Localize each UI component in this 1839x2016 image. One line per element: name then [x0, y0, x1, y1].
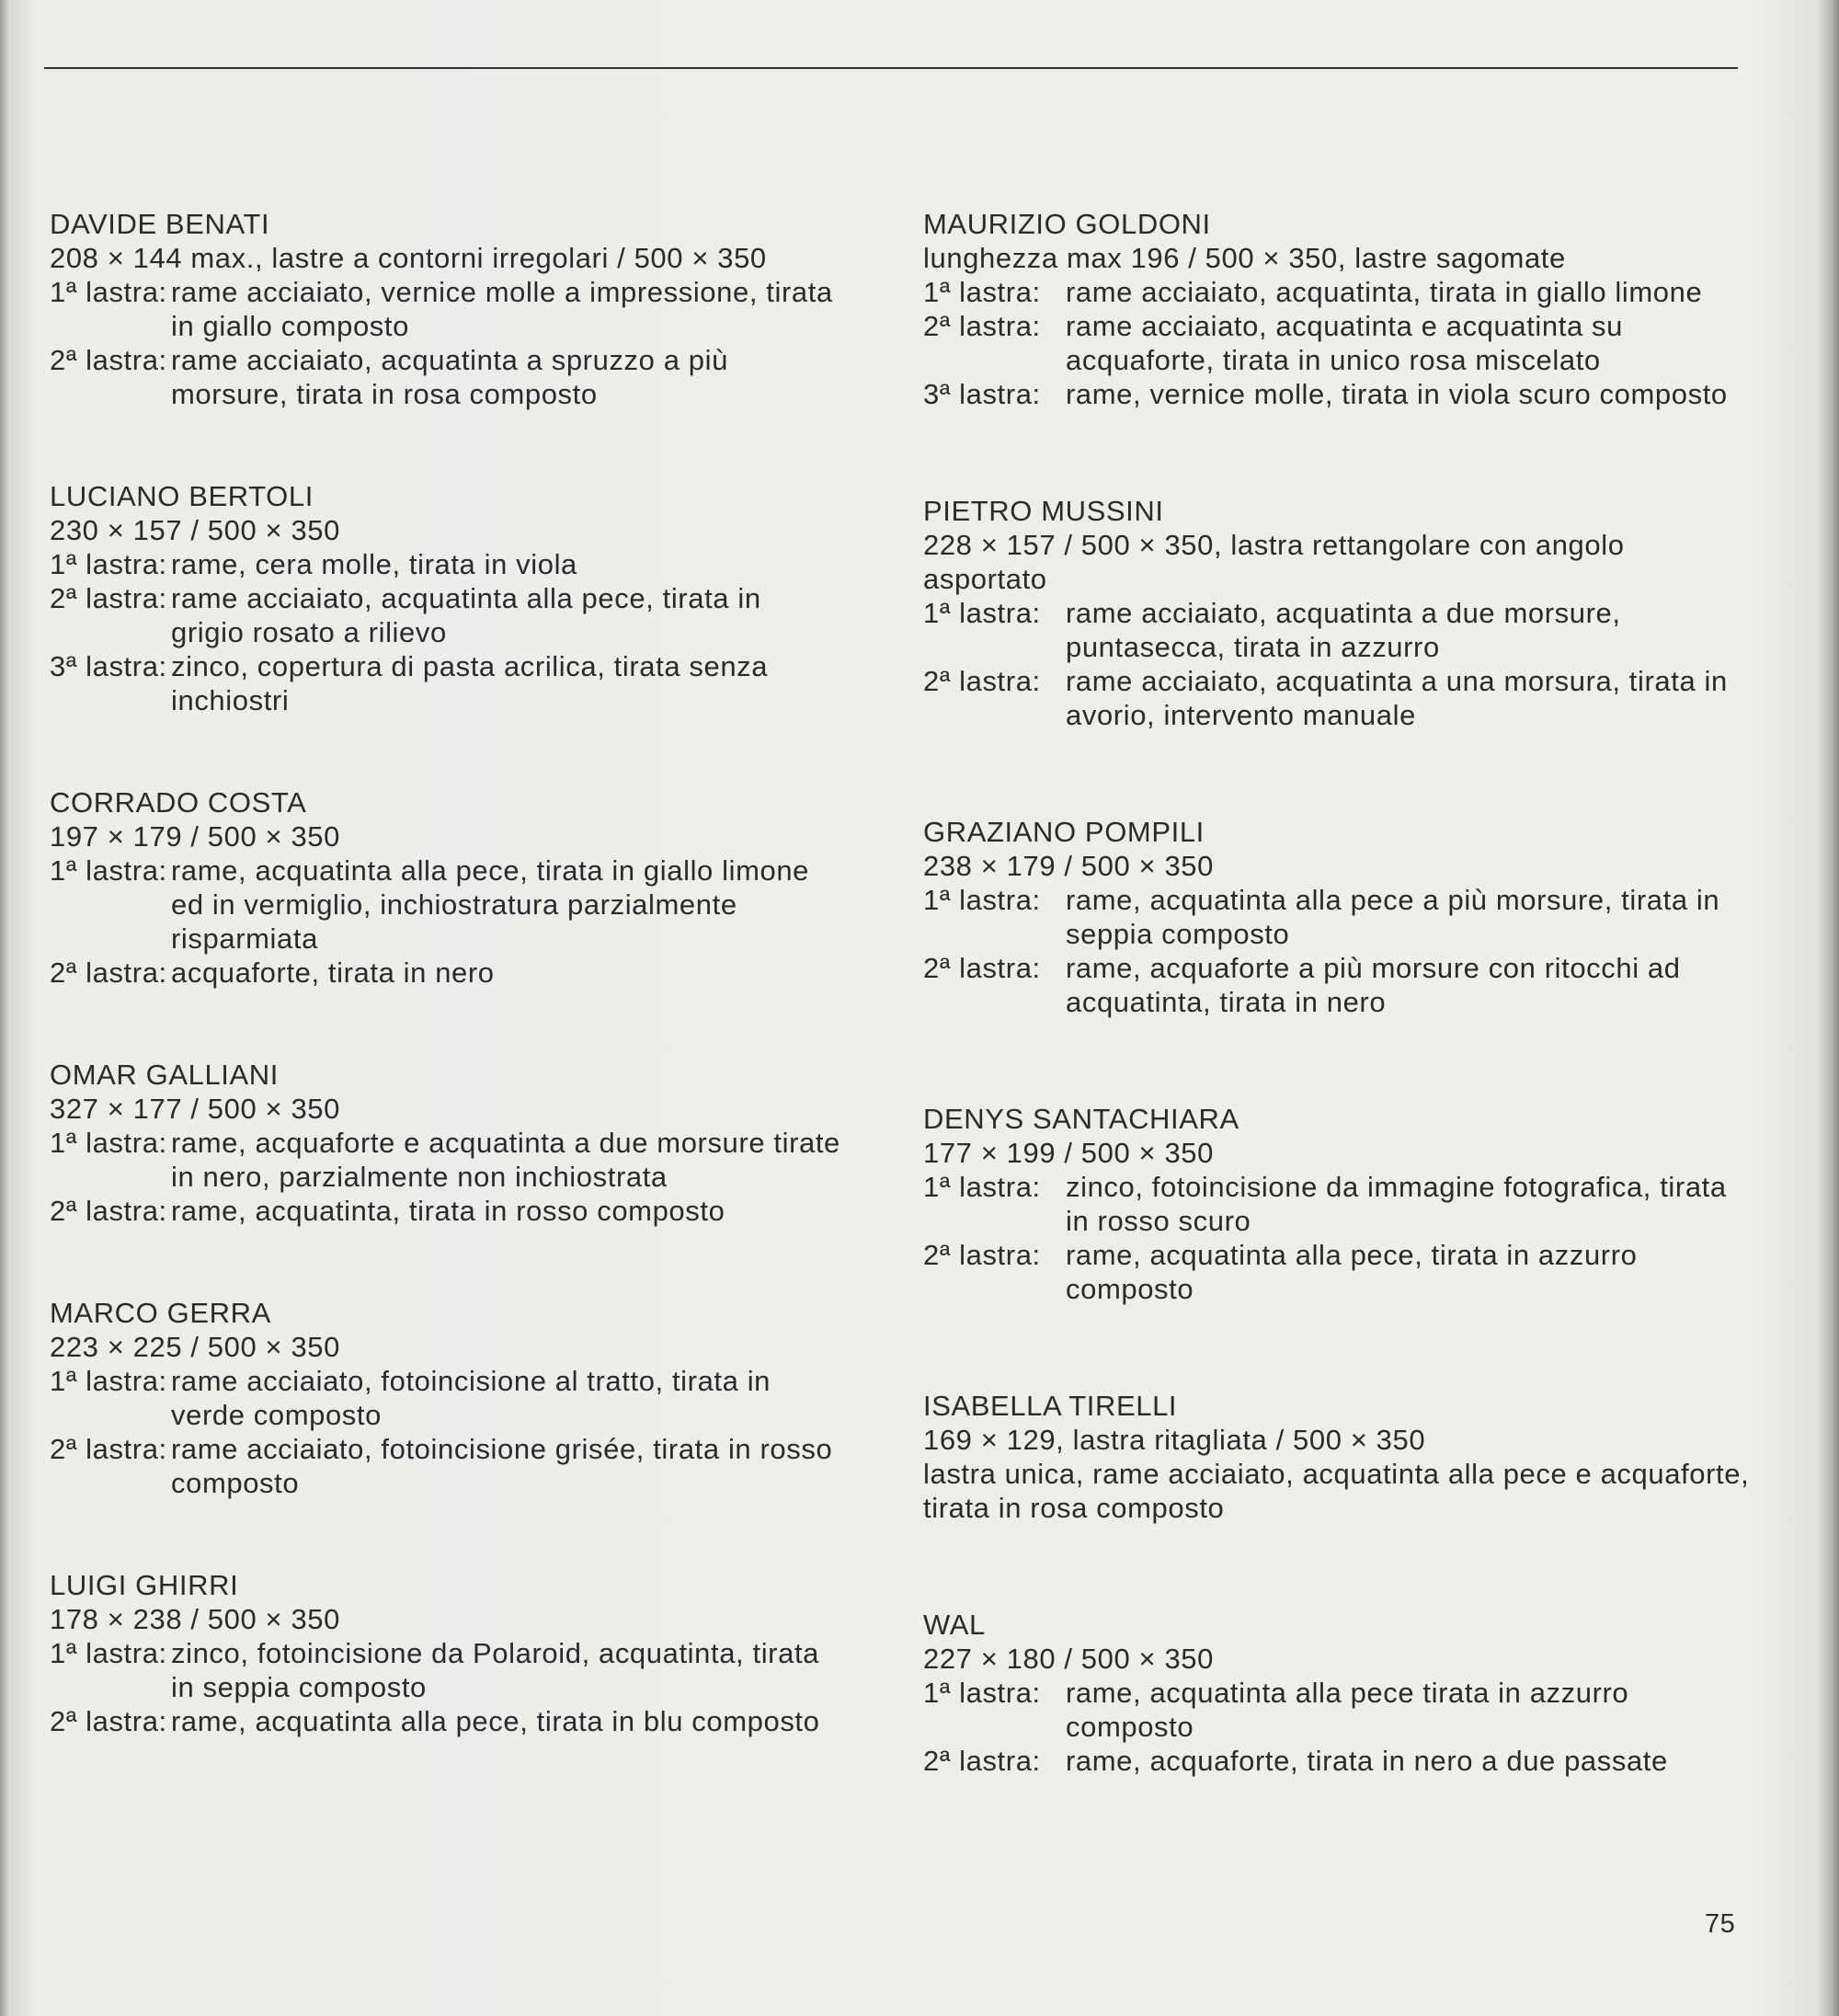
plate-label: 1ª lastra: — [923, 276, 1041, 308]
artist-name: MAURIZIO GOLDONI — [923, 208, 1211, 240]
plate-text: rame, acquatinta, tirata in rosso composto — [171, 1195, 725, 1227]
plate-label: 2ª lastra: — [50, 956, 167, 989]
plate-row — [923, 596, 1751, 664]
plate-text: rame, acquaforte e acquatinta a due morsure tirate in nero, parzialmente non inchiostrata — [171, 1127, 840, 1193]
page-number: 75 — [1705, 1909, 1736, 1939]
artist-name: OMAR GALLIANI — [50, 1059, 279, 1091]
plate-label: 2ª lastra: — [50, 582, 167, 614]
plate-label: 2ª lastra: — [50, 344, 167, 376]
plate-description: lastra unica, rame acciaiato, acquatinta alla pece e acquaforte, tirata in rosa composto — [923, 1458, 1750, 1524]
plate-text: rame, acquatinta alla pece, tirata in azzurro composto — [1066, 1239, 1638, 1305]
plate-row — [50, 1704, 840, 1738]
plate-row — [50, 275, 840, 343]
plate-text: rame, vernice molle, tirata in viola scuro composto — [1066, 378, 1728, 410]
plate-label: 1ª lastra: — [50, 548, 167, 580]
plate-label: 2ª lastra: — [923, 310, 1041, 342]
artist-name: GRAZIANO POMPILI — [923, 816, 1205, 848]
plate-dimensions: 178 × 238 / 500 × 350 — [50, 1603, 340, 1635]
artist-entry — [50, 479, 840, 717]
plate-dimensions: 238 × 179 / 500 × 350 — [923, 850, 1214, 882]
plate-text: rame acciaiato, fotoincisione al tratto, tirata in verde composto — [171, 1365, 771, 1431]
plate-row — [50, 547, 840, 581]
plate-dimensions: 197 × 179 / 500 × 350 — [50, 820, 340, 853]
plate-label: 2ª lastra: — [923, 1745, 1041, 1777]
plate-dimensions: 230 × 157 / 500 × 350 — [50, 514, 340, 546]
plate-label: 1ª lastra: — [923, 1677, 1041, 1709]
plate-row — [50, 1364, 840, 1432]
plate-label: 1ª lastra: — [50, 854, 167, 887]
plate-text: rame, acquatinta alla pece tirata in azzurro composto — [1066, 1677, 1629, 1743]
plate-row — [923, 1744, 1751, 1778]
plate-row — [923, 1676, 1751, 1744]
artist-name: PIETRO MUSSINI — [923, 495, 1164, 527]
plate-text: rame, acquatinta alla pece a più morsure, tirata in seppia composto — [1066, 884, 1720, 950]
plate-row — [50, 1126, 840, 1194]
artist-entry — [50, 785, 840, 990]
plate-text: rame, acquatinta alla pece, tirata in giallo limone ed in vermiglio, inchiostratura parzialmente risparmiata — [171, 854, 810, 955]
plate-dimensions: 227 × 180 / 500 × 350 — [923, 1643, 1214, 1675]
plate-row — [923, 951, 1751, 1019]
plate-label: 2ª lastra: — [50, 1705, 167, 1737]
artist-entry — [50, 1568, 840, 1738]
plate-label: 2ª lastra: — [923, 1239, 1041, 1271]
plate-label: 1ª lastra: — [50, 1365, 167, 1397]
top-rule — [44, 67, 1738, 69]
plate-label: 1ª lastra: — [923, 884, 1041, 916]
plate-label: 3ª lastra: — [923, 378, 1041, 410]
left-column — [50, 207, 840, 1806]
artist-name: DAVIDE BENATI — [50, 208, 270, 240]
artist-name: LUIGI GHIRRI — [50, 1569, 239, 1601]
plate-label: 3ª lastra: — [50, 650, 167, 682]
artist-name: CORRADO COSTA — [50, 786, 307, 819]
plate-row — [50, 853, 840, 956]
plate-text: acquaforte, tirata in nero — [171, 956, 495, 989]
plate-row — [50, 1194, 840, 1228]
plate-row — [50, 1636, 840, 1704]
artist-entry — [923, 494, 1751, 732]
plate-text: rame acciaiato, acquatinta, tirata in giallo limone — [1066, 276, 1703, 308]
plate-text: rame acciaiato, acquatinta a spruzzo a più morsure, tirata in rosa composto — [171, 344, 728, 410]
plate-row — [923, 1170, 1751, 1238]
plate-dimensions: 208 × 144 max., lastre a contorni irregolari / 500 × 350 — [50, 242, 767, 274]
plate-row — [923, 1238, 1751, 1306]
plate-dimensions: 327 × 177 / 500 × 350 — [50, 1093, 340, 1125]
plate-row — [50, 956, 840, 990]
artist-name: WAL — [923, 1609, 986, 1641]
plate-row — [923, 309, 1751, 377]
plate-text: zinco, fotoincisione da Polaroid, acquatinta, tirata in seppia composto — [171, 1637, 819, 1703]
plate-label: 2ª lastra: — [923, 952, 1041, 984]
plate-label: 1ª lastra: — [50, 1637, 167, 1669]
plate-label: 2ª lastra: — [50, 1433, 167, 1465]
artist-entry — [923, 1608, 1751, 1778]
artist-entry — [923, 1389, 1751, 1525]
plate-text: rame acciaiato, acquatinta alla pece, tirata in grigio rosato a rilievo — [171, 582, 761, 648]
plate-row — [923, 883, 1751, 951]
artist-entry — [923, 207, 1751, 411]
plate-row — [50, 343, 840, 411]
plate-row — [50, 581, 840, 649]
plate-text: zinco, copertura di pasta acrilica, tirata senza inchiostri — [171, 650, 769, 716]
plate-dimensions: lunghezza max 196 / 500 × 350, lastre sagomate — [923, 242, 1566, 274]
plate-row — [50, 1432, 840, 1500]
plate-text: rame, cera molle, tirata in viola — [171, 548, 577, 580]
plate-row — [923, 275, 1751, 309]
plate-dimensions: 169 × 129, lastra ritagliata / 500 × 350 — [923, 1424, 1426, 1456]
artist-entry — [923, 815, 1751, 1019]
plate-dimensions: 228 × 157 / 500 × 350, lastra rettangolare con angolo asportato — [923, 529, 1625, 595]
artist-name: LUCIANO BERTOLI — [50, 480, 314, 512]
right-column — [923, 207, 1751, 1861]
plate-label: 1ª lastra: — [50, 276, 167, 308]
plate-dimensions: 177 × 199 / 500 × 350 — [923, 1137, 1214, 1169]
plate-row — [50, 649, 840, 717]
plate-text: rame acciaiato, acquatinta a due morsure, puntasecca, tirata in azzurro — [1066, 597, 1621, 663]
artist-name: ISABELLA TIRELLI — [923, 1390, 1178, 1422]
plate-text: rame, acquaforte a più morsure con ritocchi ad acquatinta, tirata in nero — [1066, 952, 1681, 1018]
plate-text: zinco, fotoincisione da immagine fotografica, tirata in rosso scuro — [1066, 1171, 1727, 1237]
plate-row — [923, 377, 1751, 411]
artist-entry — [50, 1296, 840, 1500]
plate-text: rame acciaiato, vernice molle a impressione, tirata in giallo composto — [171, 276, 833, 342]
plate-text: rame acciaiato, acquatinta a una morsura, tirata in avorio, intervento manuale — [1066, 665, 1728, 731]
plate-row — [923, 664, 1751, 732]
plate-text: rame, acquaforte, tirata in nero a due passate — [1066, 1745, 1668, 1777]
plate-label: 1ª lastra: — [923, 597, 1041, 629]
plate-label: 1ª lastra: — [50, 1127, 167, 1159]
artist-entry — [50, 1058, 840, 1228]
plate-label: 2ª lastra: — [50, 1195, 167, 1227]
plate-label: 2ª lastra: — [923, 665, 1041, 697]
artist-name: MARCO GERRA — [50, 1297, 271, 1329]
artist-entry — [923, 1102, 1751, 1306]
plate-text: rame acciaiato, fotoincisione grisée, tirata in rosso composto — [171, 1433, 833, 1499]
plate-text: rame, acquatinta alla pece, tirata in blu composto — [171, 1705, 820, 1737]
artist-entry — [50, 207, 840, 411]
plate-dimensions: 223 × 225 / 500 × 350 — [50, 1331, 340, 1363]
plate-label: 1ª lastra: — [923, 1171, 1041, 1203]
artist-name: DENYS SANTACHIARA — [923, 1103, 1239, 1135]
plate-text: rame acciaiato, acquatinta e acquatinta su acquaforte, tirata in unico rosa miscelato — [1066, 310, 1623, 376]
